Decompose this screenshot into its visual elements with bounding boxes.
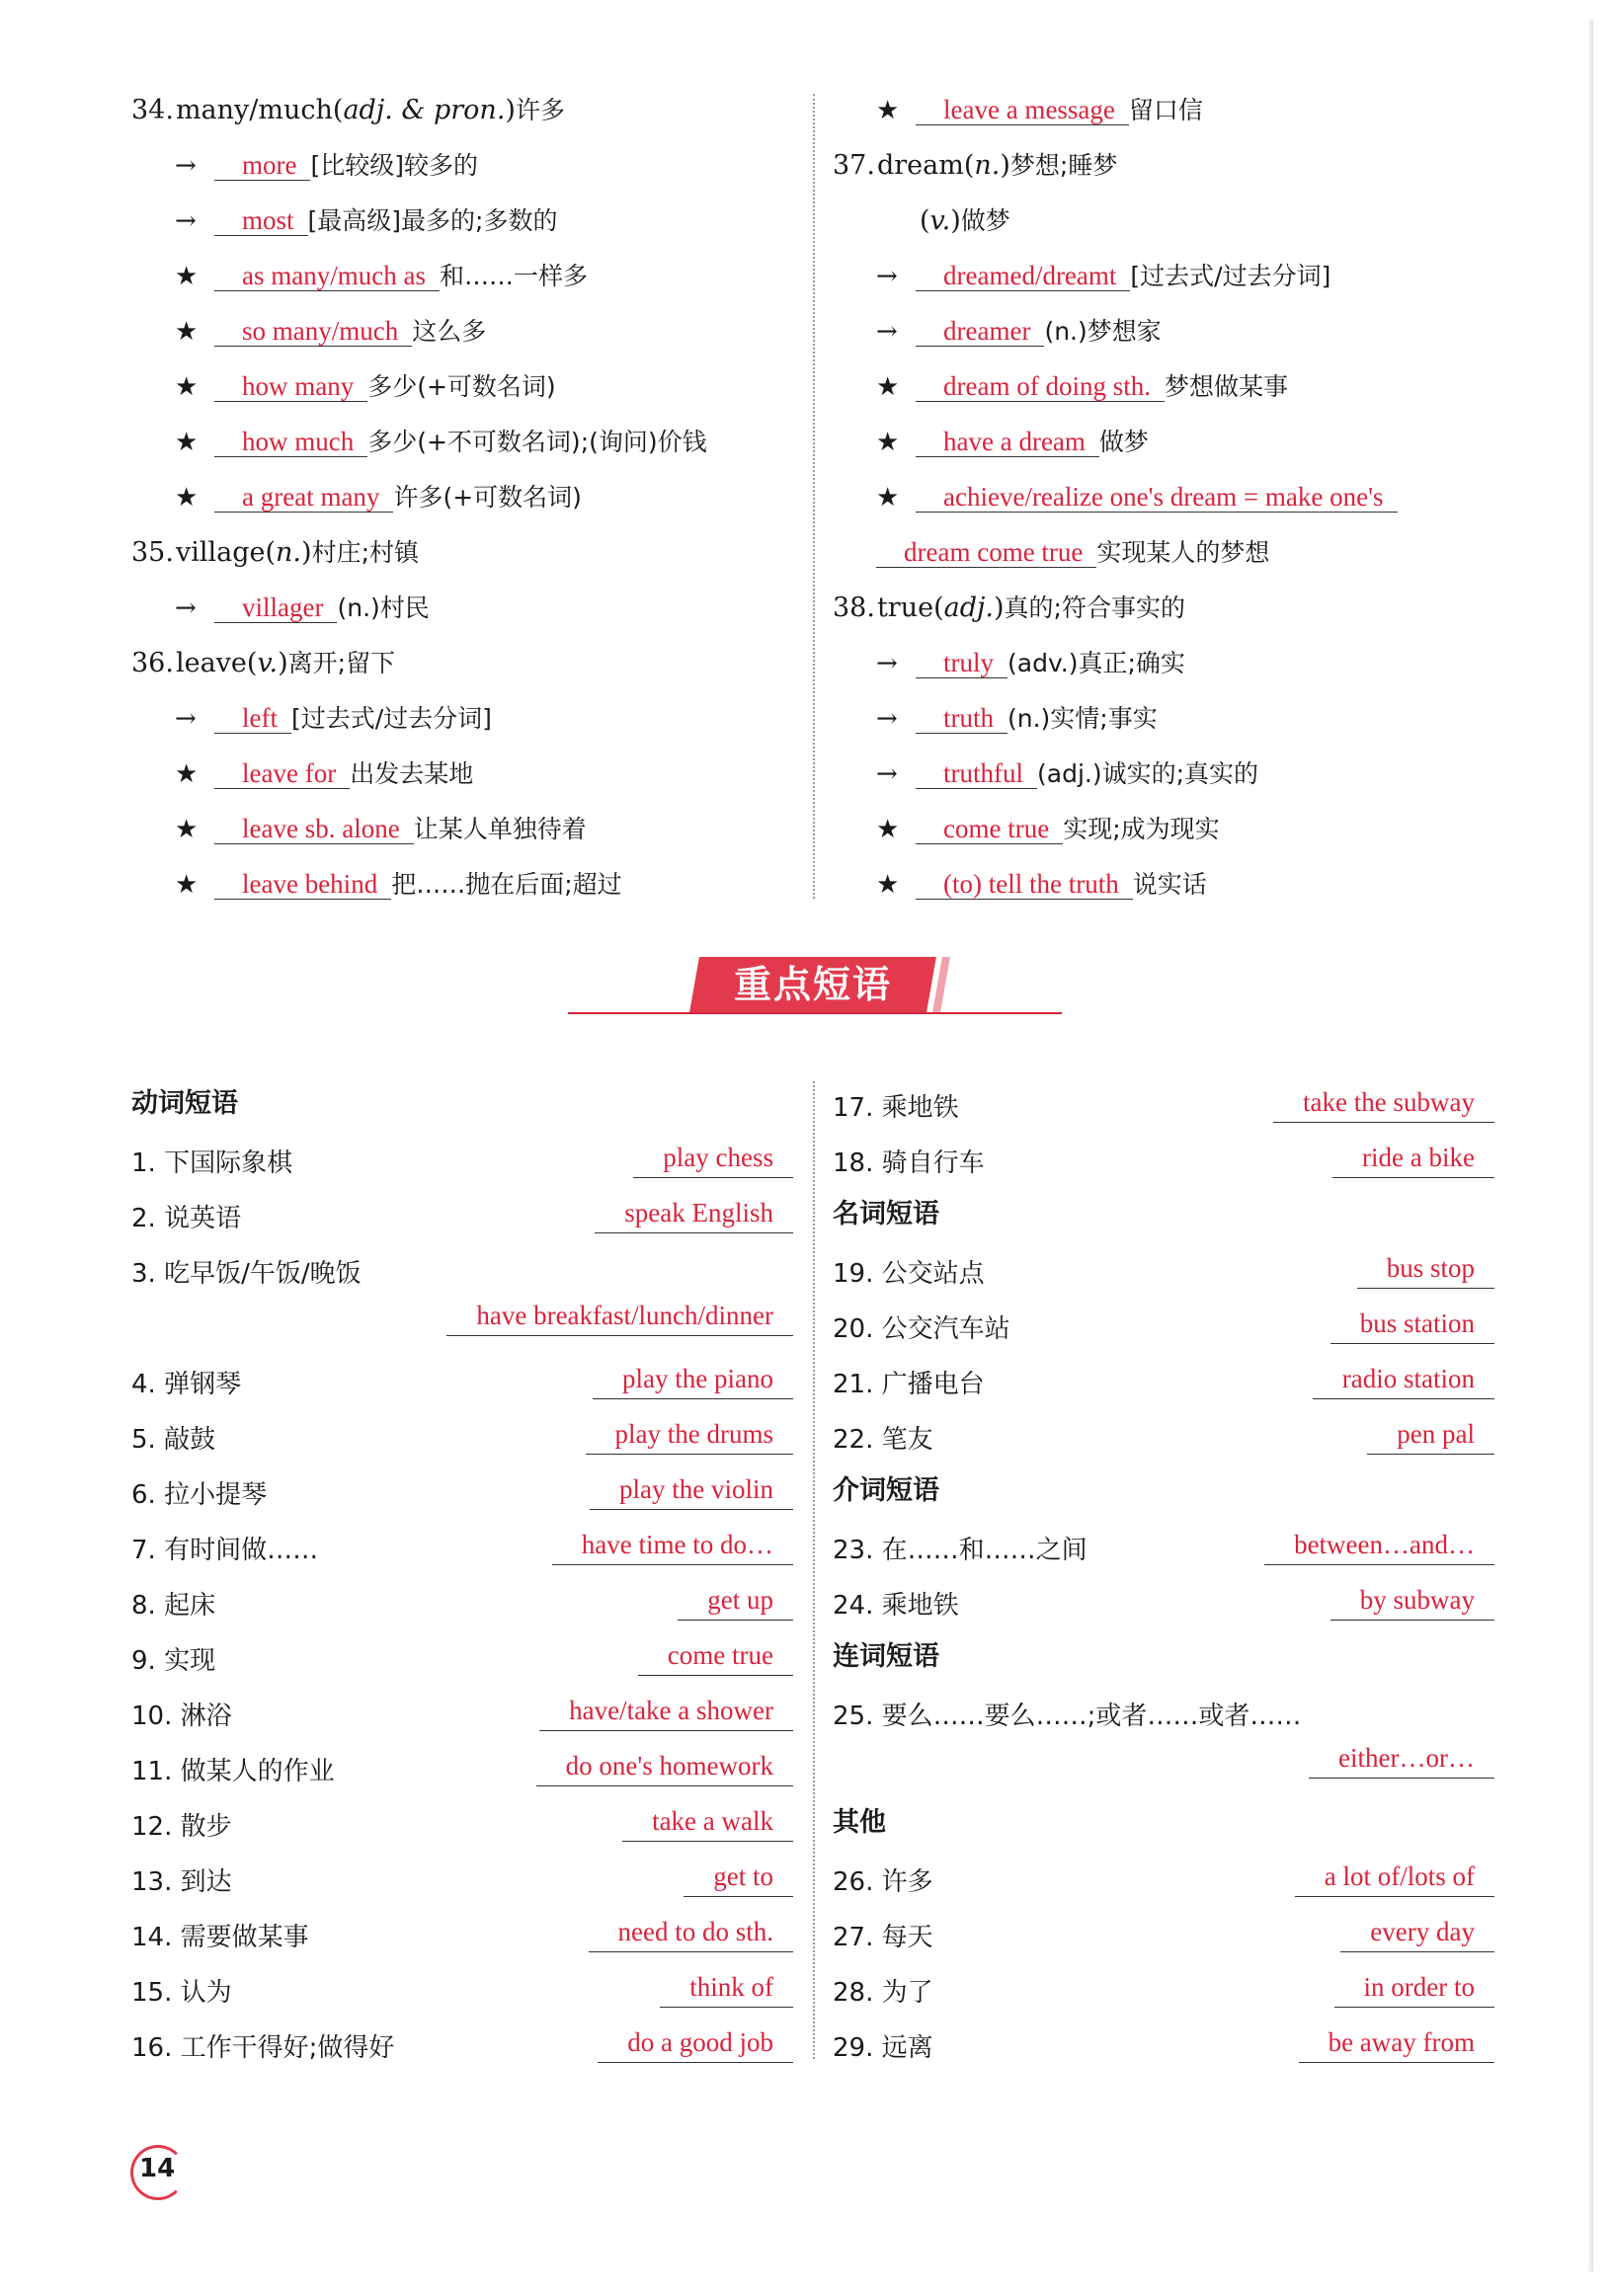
answer-blank: have a dream xyxy=(916,427,1099,457)
answer-blank: how many xyxy=(214,371,367,402)
arrow-icon: → xyxy=(175,594,197,623)
chinese-meaning: (adj.)诚实的;真实的 xyxy=(1037,759,1259,788)
chinese-meaning: [过去式/过去分词] xyxy=(1130,262,1331,290)
vocab-headword-line: 38. true ( adj. ) 真的;符合事实的 xyxy=(833,589,1185,628)
headword: leave xyxy=(175,648,247,678)
phrase-chinese: 24. 乘地铁 xyxy=(833,1591,959,1621)
phrase-chinese: 16. 工作干得好;做得好 xyxy=(131,2033,395,2063)
vocab-headword-line: 36. leave ( v. ) 离开;留下 xyxy=(131,644,395,683)
phrase-row xyxy=(131,1358,793,1401)
chinese-meaning: 出发去某地 xyxy=(350,759,474,788)
phrase-row xyxy=(131,1856,793,1899)
arrow-icon: → xyxy=(876,649,898,678)
page-number: 14 xyxy=(139,2154,176,2183)
phrase-chinese: 11. 做某人的作业 xyxy=(131,1757,335,1786)
chinese-meaning: 把……抛在后面;超过 xyxy=(391,870,622,899)
phrase-chinese: 8. 起床 xyxy=(131,1591,216,1621)
vocab-sub-line xyxy=(175,478,582,517)
answer-blank: leave behind xyxy=(214,869,391,900)
answer-blank: how much xyxy=(214,427,367,457)
answer-blank: dreamer xyxy=(916,316,1044,347)
phrase-chinese: 9. 实现 xyxy=(131,1646,216,1676)
phrase-category: 名词短语 xyxy=(833,1199,939,1229)
phrase-answer: get to xyxy=(684,1861,793,1897)
answer-blank: villager xyxy=(214,593,337,623)
phrase-answer: either…or… xyxy=(1309,1743,1494,1779)
phrase-row xyxy=(131,1800,793,1844)
arrow-icon: → xyxy=(175,704,197,734)
phrase-row xyxy=(833,2021,1494,2065)
phrase-chinese: 7. 有时间做…… xyxy=(131,1536,319,1565)
phrase-answer: speak English xyxy=(595,1198,793,1233)
part-of-speech: v. xyxy=(929,205,951,236)
star-icon: ★ xyxy=(876,372,900,402)
answer-blank: truly xyxy=(916,648,1007,678)
phrase-chinese: 25. 要么……要么……;或者……或者…… xyxy=(833,1702,1302,1731)
answer-blank: (to) tell the truth xyxy=(916,869,1133,900)
answer-blank: dreamed/dreamt xyxy=(916,261,1130,291)
answer-blank: so many/much xyxy=(214,316,412,347)
phrase-answer: take the subway xyxy=(1273,1087,1494,1123)
part-of-speech: adj. xyxy=(943,593,994,623)
phrase-row xyxy=(131,1247,793,1330)
phrase-row xyxy=(131,1192,793,1235)
phrase-chinese: 19. 公交站点 xyxy=(833,1259,985,1289)
phrase-chinese: 3. 吃早饭/午饭/晚饭 xyxy=(131,1259,362,1289)
vocab-sub-line xyxy=(175,257,588,296)
part-of-speech: adj. & pron. xyxy=(343,95,506,125)
vocab-sub-line xyxy=(876,754,1258,794)
vocab-sub-line xyxy=(876,367,1288,407)
phrase-chinese: 10. 淋浴 xyxy=(131,1702,232,1731)
headword: true xyxy=(876,593,934,623)
star-icon: ★ xyxy=(876,870,900,900)
phrase-row xyxy=(833,1966,1494,2010)
chinese-meaning: 梦想做某事 xyxy=(1164,372,1288,401)
chinese-meaning: 实现某人的梦想 xyxy=(1096,538,1270,567)
entry-number: 36. xyxy=(131,648,174,678)
phrase-row xyxy=(833,1303,1494,1346)
part-of-speech: n. xyxy=(974,150,1001,181)
answer-blank: leave a message xyxy=(916,95,1129,125)
phrase-row xyxy=(833,1413,1494,1457)
vocab-sub-line xyxy=(175,699,492,739)
phrase-chinese: 14. 需要做某事 xyxy=(131,1923,309,1952)
phrase-answer: get up xyxy=(678,1585,793,1621)
phrase-row xyxy=(833,1856,1494,1899)
phrase-chinese: 2. 说英语 xyxy=(131,1204,242,1233)
vocab-sub-line xyxy=(175,589,430,628)
star-icon: ★ xyxy=(175,317,199,347)
star-icon: ★ xyxy=(876,428,900,457)
entry-number: 35. xyxy=(131,537,174,568)
chinese-meaning: 这么多 xyxy=(412,317,487,346)
chinese-meaning: 多少(+可数名词) xyxy=(367,372,556,401)
vocab-sub-line xyxy=(175,423,707,462)
page-edge xyxy=(1587,20,1593,2271)
phrase-row xyxy=(131,1634,793,1678)
vocab-sub-line xyxy=(175,367,556,407)
phrase-row xyxy=(131,1137,793,1180)
vocab-sub-line xyxy=(876,257,1330,296)
phrase-answer: radio station xyxy=(1313,1364,1494,1399)
phrase-answer: have time to do… xyxy=(552,1530,793,1565)
phrase-answer: have/take a shower xyxy=(539,1696,793,1731)
star-icon: ★ xyxy=(876,96,900,125)
phrase-row xyxy=(833,1358,1494,1401)
phrase-row xyxy=(131,1911,793,1954)
phrase-row xyxy=(131,1413,793,1457)
vocab-sub-line xyxy=(876,478,1398,517)
phrase-chinese: 12. 散步 xyxy=(131,1812,232,1842)
phrase-chinese: 26. 许多 xyxy=(833,1867,933,1897)
answer-blank: as many/much as xyxy=(214,261,440,291)
phrase-answer: bus stop xyxy=(1357,1253,1494,1289)
star-icon: ★ xyxy=(175,262,199,291)
vocab-sub-line xyxy=(175,754,473,794)
phrase-row xyxy=(131,1745,793,1788)
phrase-answer: think of xyxy=(660,1972,793,2008)
phrase-row xyxy=(131,1690,793,1733)
banner-rule xyxy=(568,1012,1062,1014)
chinese-meaning: (n.)梦想家 xyxy=(1044,317,1162,346)
column-divider-bottom xyxy=(813,1081,815,2059)
arrow-icon: → xyxy=(876,704,898,734)
phrase-category: 其他 xyxy=(833,1807,886,1838)
phrase-answer: play the drums xyxy=(586,1419,793,1455)
phrase-chinese: 15. 认为 xyxy=(131,1978,232,2008)
chinese-meaning: 多少(+不可数名词);(询问)价钱 xyxy=(367,428,707,456)
phrase-answer: pen pal xyxy=(1367,1419,1494,1455)
phrase-answer: take a walk xyxy=(622,1806,793,1842)
chinese-meaning: 真的;符合事实的 xyxy=(1004,594,1185,622)
phrase-row xyxy=(131,1579,793,1623)
phrase-row xyxy=(131,1468,793,1512)
entry-number: 37. xyxy=(833,150,875,181)
phrase-answer: by subway xyxy=(1330,1585,1494,1621)
phrase-chinese: 29. 远离 xyxy=(833,2033,933,2063)
arrow-icon: → xyxy=(876,317,898,347)
vocab-headword-line: 34. many/much ( adj. & pron. ) 许多 xyxy=(131,91,565,130)
answer-blank: leave for xyxy=(214,758,350,789)
star-icon: ★ xyxy=(175,483,199,513)
phrase-row xyxy=(833,1911,1494,1954)
chinese-meaning: [比较级]较多的 xyxy=(310,151,478,180)
star-icon: ★ xyxy=(175,372,199,402)
phrase-answer: do one's homework xyxy=(536,1751,793,1786)
phrase-chinese: 1. 下国际象棋 xyxy=(131,1148,293,1178)
column-divider-top xyxy=(813,94,815,899)
phrase-answer: every day xyxy=(1340,1917,1494,1952)
chinese-meaning: 做梦 xyxy=(1098,428,1149,456)
phrase-answer: be away from xyxy=(1299,2027,1494,2063)
answer-blank: truth xyxy=(916,703,1007,734)
section-banner xyxy=(568,951,1062,1020)
arrow-icon: → xyxy=(175,206,197,236)
phrase-row xyxy=(131,2021,793,2065)
answer-blank: more xyxy=(214,150,310,181)
vocab-sub-line xyxy=(876,699,1158,739)
vocab-sub-line xyxy=(175,312,486,352)
phrase-answer: ride a bike xyxy=(1332,1143,1494,1178)
vocab-sub-line xyxy=(175,865,622,905)
phrase-row xyxy=(833,1137,1494,1180)
phrase-chinese: 13. 到达 xyxy=(131,1867,232,1897)
chinese-meaning: 留口信 xyxy=(1128,96,1203,124)
phrase-answer: play the piano xyxy=(593,1364,793,1399)
phrase-row xyxy=(833,1081,1494,1125)
chinese-meaning: 让某人单独待着 xyxy=(413,815,587,843)
phrase-row xyxy=(833,1579,1494,1623)
phrase-answer: need to do sth. xyxy=(589,1917,793,1952)
vocab-headword-line: 37. dream ( n. ) 梦想;睡梦 xyxy=(833,146,1117,186)
phrase-chinese: 4. 弹钢琴 xyxy=(131,1370,242,1399)
chinese-meaning: 梦想;睡梦 xyxy=(1009,151,1118,180)
vocab-sub-line xyxy=(876,423,1149,462)
phrase-chinese: 27. 每天 xyxy=(833,1923,933,1952)
vocab-sub-line xyxy=(876,312,1162,352)
chinese-meaning: [过去式/过去分词] xyxy=(290,704,492,733)
vocab-sub-line xyxy=(876,865,1207,905)
phrase-answer: bus station xyxy=(1330,1308,1494,1344)
phrase-category: 连词短语 xyxy=(833,1641,939,1672)
vocab-continuation xyxy=(876,533,1269,573)
phrase-chinese: 22. 笔友 xyxy=(833,1425,933,1455)
answer-blank: dream come true xyxy=(876,537,1096,568)
phrase-chinese: 20. 公交汽车站 xyxy=(833,1314,1010,1344)
phrase-answer: a lot of/lots of xyxy=(1295,1861,1494,1897)
chinese-meaning: 做梦 xyxy=(960,206,1010,235)
chinese-meaning: 和……一样多 xyxy=(439,262,588,290)
answer-blank: leave sb. alone xyxy=(214,814,414,844)
star-icon: ★ xyxy=(876,483,900,513)
answer-blank: truthful xyxy=(916,758,1037,789)
phrase-row xyxy=(833,1247,1494,1291)
vocab-sub-line xyxy=(876,91,1203,130)
phrase-answer: do a good job xyxy=(598,2027,793,2063)
phrase-answer: play the violin xyxy=(590,1474,793,1510)
phrase-chinese: 21. 广播电台 xyxy=(833,1370,985,1399)
answer-blank: dream of doing sth. xyxy=(916,371,1165,402)
vocab-headword-line: 35. village ( n. ) 村庄;村镇 xyxy=(131,533,419,573)
entry-number: 38. xyxy=(833,593,875,623)
phrase-answer: have breakfast/lunch/dinner xyxy=(446,1301,793,1336)
section-title: 重点短语 xyxy=(733,963,892,1006)
vocab-sub-line xyxy=(175,810,587,849)
phrase-answer: between…and… xyxy=(1264,1530,1494,1565)
arrow-icon: → xyxy=(876,262,898,291)
chinese-meaning: (n.)实情;事实 xyxy=(1007,704,1158,733)
phrase-answer: in order to xyxy=(1334,1972,1494,2008)
phrase-chinese: 18. 骑自行车 xyxy=(833,1148,985,1178)
answer-blank: most xyxy=(214,205,308,236)
vocab-extra-sense: ( v. ) 做梦 xyxy=(920,201,1010,241)
part-of-speech: v. xyxy=(257,648,279,678)
star-icon: ★ xyxy=(876,815,900,844)
chinese-meaning: (n.)村民 xyxy=(337,594,430,622)
arrow-icon: → xyxy=(876,759,898,789)
star-icon: ★ xyxy=(175,815,199,844)
phrase-category: 动词短语 xyxy=(131,1088,238,1119)
star-icon: ★ xyxy=(175,870,199,900)
phrase-chinese: 23. 在……和……之间 xyxy=(833,1536,1087,1565)
phrase-chinese: 6. 拉小提琴 xyxy=(131,1480,268,1510)
headword: dream xyxy=(876,150,964,181)
vocab-sub-line xyxy=(175,146,478,186)
answer-blank: achieve/realize one's dream = make one's xyxy=(916,482,1398,513)
star-icon: ★ xyxy=(175,428,199,457)
vocab-sub-line xyxy=(876,810,1220,849)
phrase-category: 介词短语 xyxy=(833,1475,939,1506)
arrow-icon: → xyxy=(175,151,197,181)
chinese-meaning: 实现;成为现实 xyxy=(1063,815,1220,843)
entry-number: 34. xyxy=(131,95,174,125)
phrase-row xyxy=(131,1524,793,1567)
phrase-answer: come true xyxy=(638,1640,793,1676)
chinese-meaning: 离开;留下 xyxy=(287,649,396,677)
chinese-meaning: [最高级]最多的;多数的 xyxy=(307,206,558,235)
phrase-answer: play chess xyxy=(633,1143,793,1178)
chinese-meaning: 许多 xyxy=(515,96,565,124)
answer-blank: a great many xyxy=(214,482,393,513)
phrase-row xyxy=(833,1524,1494,1567)
answer-blank: come true xyxy=(916,814,1063,844)
answer-blank: left xyxy=(214,703,291,734)
part-of-speech: n. xyxy=(276,537,302,568)
phrase-row xyxy=(833,1690,1494,1773)
chinese-meaning: (adv.)真正;确实 xyxy=(1007,649,1185,677)
chinese-meaning: 说实话 xyxy=(1132,870,1207,899)
chinese-meaning: 许多(+可数名词) xyxy=(393,483,582,512)
vocab-sub-line xyxy=(175,201,557,241)
banner-tag xyxy=(689,957,936,1012)
phrase-chinese: 28. 为了 xyxy=(833,1978,933,2008)
star-icon: ★ xyxy=(175,759,199,789)
headword: many/much xyxy=(175,95,333,125)
page-number-badge xyxy=(130,2145,182,2196)
headword: village xyxy=(175,537,266,568)
phrase-chinese: 5. 敲鼓 xyxy=(131,1425,216,1455)
chinese-meaning: 村庄;村镇 xyxy=(311,538,419,567)
phrase-row xyxy=(131,1966,793,2010)
phrase-chinese: 17. 乘地铁 xyxy=(833,1093,959,1123)
vocab-sub-line xyxy=(876,644,1185,683)
